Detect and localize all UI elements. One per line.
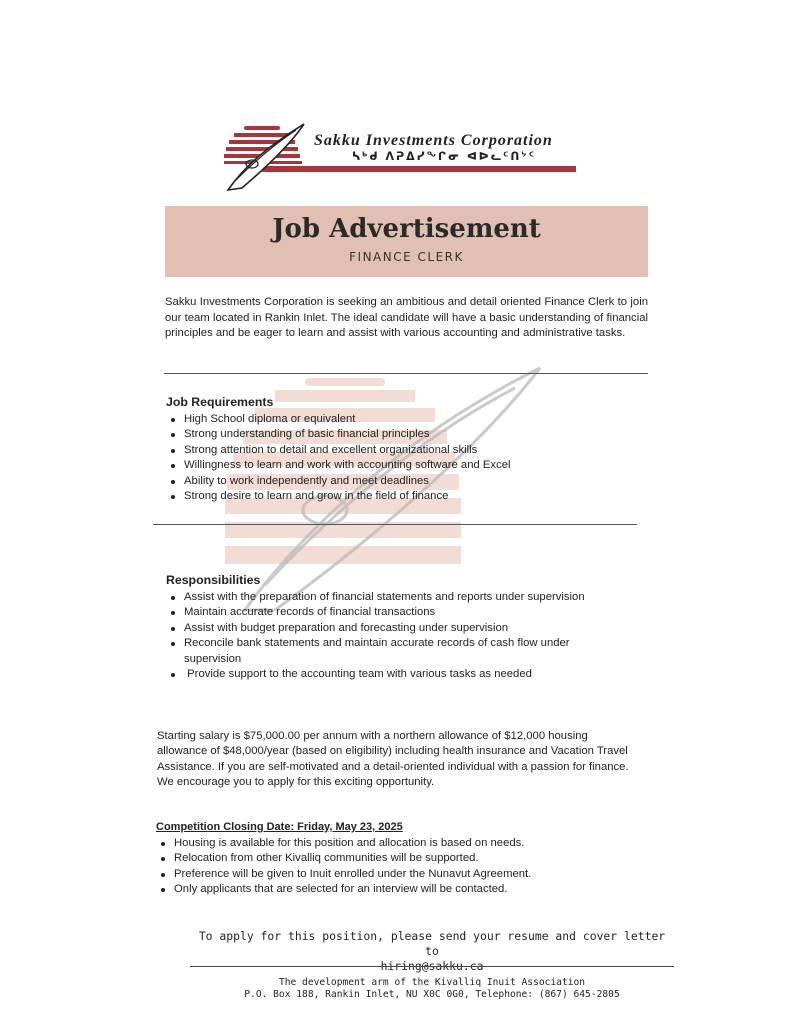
closing-notes-list xyxy=(156,836,636,898)
list-item: Strong attention to detail and excellent organizational skills xyxy=(166,443,636,458)
footer-divider xyxy=(190,966,674,967)
logo-company-name: Sakku Investments Corporation xyxy=(314,132,553,149)
list-item: Relocation from other Kivalliq communities will be supported. xyxy=(156,851,636,866)
divider xyxy=(153,524,637,525)
footer xyxy=(190,977,674,1001)
closing-date-heading: Competition Closing Date: Friday, May 23, 2025 xyxy=(156,821,403,833)
list-item: Only applicants that are selected for an interview will be contacted. xyxy=(156,882,636,897)
list-item: Maintain accurate records of financial transactions xyxy=(166,605,626,620)
intro-paragraph: Sakku Investments Corporation is seeking an ambitious and detail oriented Finance Clerk to join our team located in Rankin Inlet. The ideal candidate will have a basic understanding of financial principles and be eager to learn and assist with various accounting and administrative tasks. xyxy=(165,296,648,340)
logo-syllabics: ᓴᒃᑯ ᐱᕈᐃᓯᖕᒋᓂ ᐊᐅᓚᑦᑎᔾᑦ xyxy=(352,150,537,163)
list-item: Assist with budget preparation and forecasting under supervision xyxy=(166,621,626,636)
document-title: Job Advertisement xyxy=(272,214,541,244)
responsibilities-list xyxy=(166,590,626,682)
responsibilities-heading: Responsibilities xyxy=(166,573,261,587)
list-item: Strong understanding of basic financial principles xyxy=(166,427,636,442)
list-item: Provide support to the accounting team with various tasks as needed xyxy=(166,667,626,682)
list-item: Housing is available for this position and allocation is based on needs. xyxy=(156,836,636,851)
footer-tagline: The development arm of the Kivalliq Inuit Association xyxy=(278,977,586,988)
job-title: FINANCE CLERK xyxy=(349,250,464,264)
list-item: Strong desire to learn and grow in the field of finance xyxy=(166,489,636,504)
apply-text: To apply for this position, please send your resume and cover letter to xyxy=(198,929,666,958)
apply-email-link[interactable]: hiring@sakku.ca xyxy=(380,959,484,973)
list-item: Assist with the preparation of financial statements and reports under supervision xyxy=(166,590,626,605)
list-item: Reconcile bank statements and maintain accurate records of cash flow under supervision xyxy=(166,636,626,667)
apply-instructions xyxy=(190,929,674,974)
list-item: Preference will be given to Inuit enrolled under the Nunavut Agreement. xyxy=(156,867,636,882)
divider xyxy=(164,373,648,374)
salary-paragraph: Starting salary is $75,000.00 per annum with a northern allowance of $12,000 housing allowance of $48,000/year (based on eligibility) including health insurance and Vacation Travel Assistance. If you are self-motivated and a detail-oriented individual with a passion for finance. We encourage you to apply for this exciting opportunity. xyxy=(157,730,629,789)
list-item: High School diploma or equivalent xyxy=(166,412,636,427)
requirements-list xyxy=(166,412,636,504)
footer-address: P.O. Box 188, Rankin Inlet, NU X0C 0G0, Telephone: (867) 645-2805 xyxy=(244,989,620,1000)
list-item: Willingness to learn and work with accounting software and Excel xyxy=(166,458,636,473)
list-item: Ability to work independently and meet deadlines xyxy=(166,474,636,489)
company-logo xyxy=(222,120,582,196)
header-band xyxy=(165,206,648,277)
requirements-heading: Job Requirements xyxy=(166,395,274,409)
